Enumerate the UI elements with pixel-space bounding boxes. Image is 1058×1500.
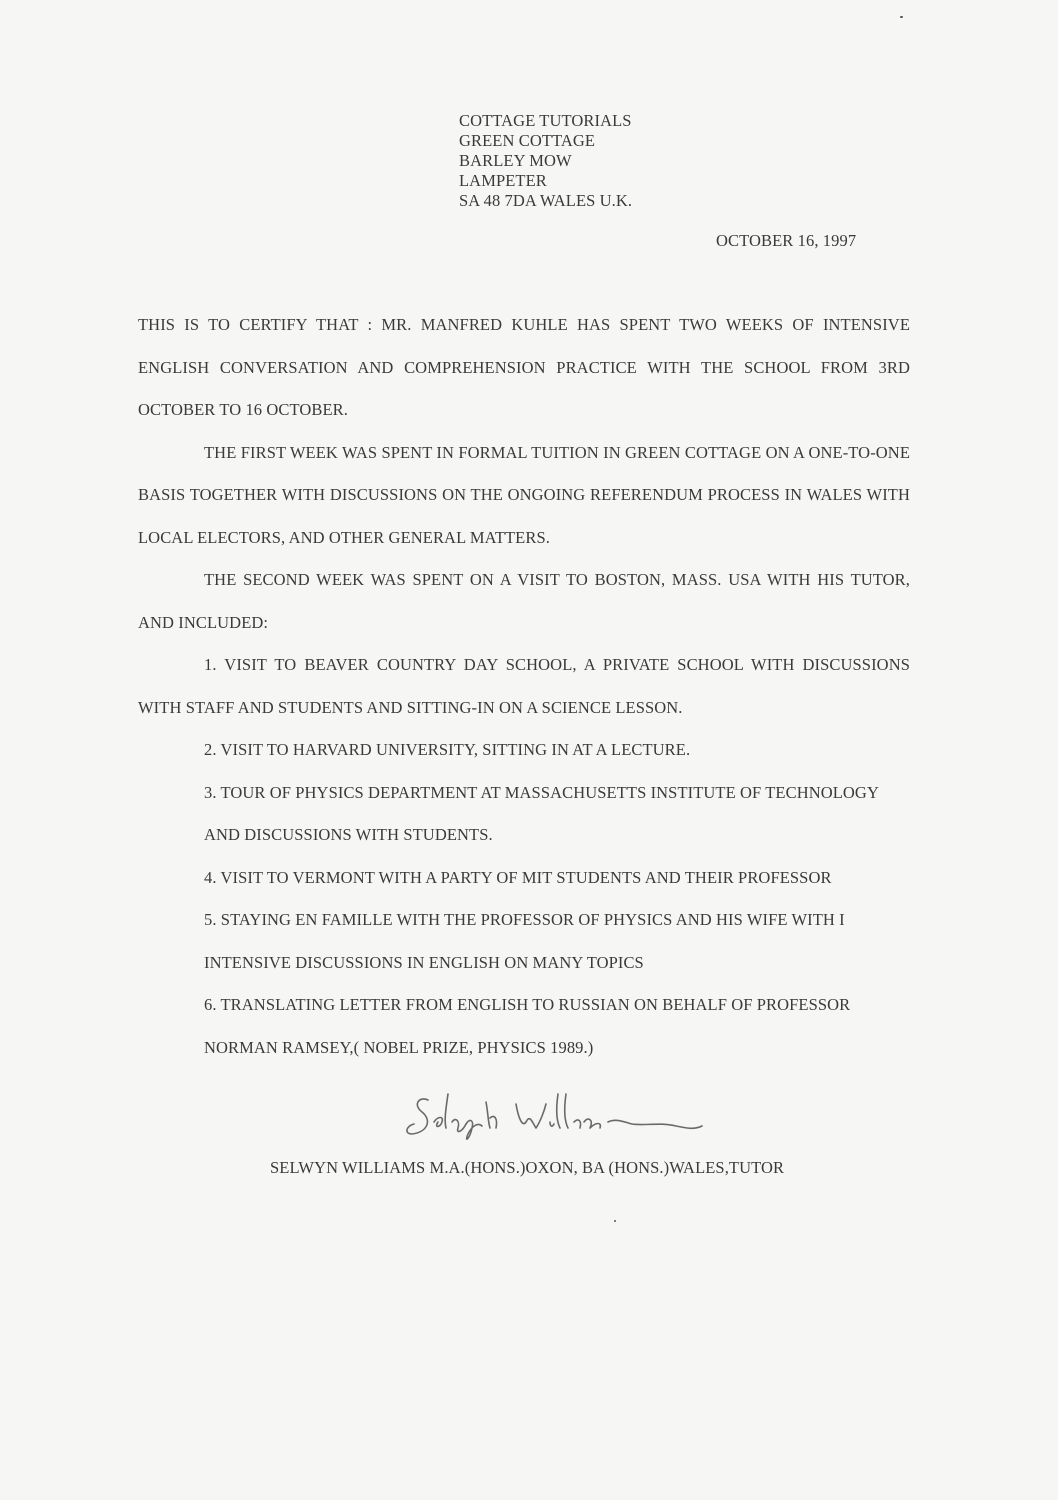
address-line: BARLEY MOW [459, 151, 572, 170]
first-week-paragraph: THE FIRST WEEK WAS SPENT IN FORMAL TUITION IN GREEN COTTAGE ON A ONE-TO-ONE BASIS TOGETHER WITH DISCUSSIONS ON THE ONGOING REFERENDUM PROCESS IN WALES WITH LOCAL ELECTORS, AND OTHER GENERAL MATTERS. [138, 442, 910, 547]
address-line: LAMPETER [459, 171, 547, 190]
second-week-paragraph: THE SECOND WEEK WAS SPENT ON A VISIT TO BOSTON, MASS. USA WITH HIS TUTOR, AND INCLUDED: [138, 570, 910, 632]
certify-paragraph: THIS IS TO CERTIFY THAT : MR. MANFRED KUHLE HAS SPENT TWO WEEKS OF INTENSIVE ENGLISH CONVERSATION AND COMPREHENSION PRACTICE WITH THE SCHOOL FROM 3RD OCTOBER TO 16 OCTOBER. [138, 315, 910, 419]
address-line: COTTAGE TUTORIALS [459, 111, 632, 130]
letterhead-address [459, 111, 632, 211]
paper-speck [900, 16, 903, 18]
list-item: 3. TOUR OF PHYSICS DEPARTMENT AT MASSACHUSETTS INSTITUTE OF TECHNOLOGY AND DISCUSSIONS WITH STUDENTS. [204, 782, 879, 844]
list-item: 1. VISIT TO BEAVER COUNTRY DAY SCHOOL, A PRIVATE SCHOOL WITH DISCUSSIONS WITH STAFF AND STUDENTS AND SITTING-IN ON A SCIENCE LESSON. [138, 655, 910, 717]
list-item: 5. STAYING EN FAMILLE WITH THE PROFESSOR OF PHYSICS AND HIS WIFE WITH I INTENSIVE DISCUSSIONS IN ENGLISH ON MANY TOPICS [204, 910, 845, 972]
address-line: GREEN COTTAGE [459, 131, 596, 150]
list-item: 2. VISIT TO HARVARD UNIVERSITY, SITTING IN AT A LECTURE. [204, 740, 691, 759]
letter-body [138, 304, 910, 1069]
signer-name: SELWYN WILLIAMS M.A.(HONS.)OXON, BA (HONS.)WALES,TUTOR [270, 1158, 785, 1177]
list-item: 6. TRANSLATING LETTER FROM ENGLISH TO RUSSIAN ON BEHALF OF PROFESSOR NORMAN RAMSEY,( NOBEL PRIZE, PHYSICS 1989.) [204, 995, 851, 1057]
handwritten-signature [398, 1082, 718, 1157]
letter-date: OCTOBER 16, 1997 [716, 231, 857, 250]
paper-speck [614, 1220, 616, 1222]
signature-drawing [398, 1082, 718, 1152]
address-line: SA 48 7DA WALES U.K. [459, 191, 633, 210]
list-item: 4. VISIT TO VERMONT WITH A PARTY OF MIT STUDENTS AND THEIR PROFESSOR [204, 867, 832, 887]
